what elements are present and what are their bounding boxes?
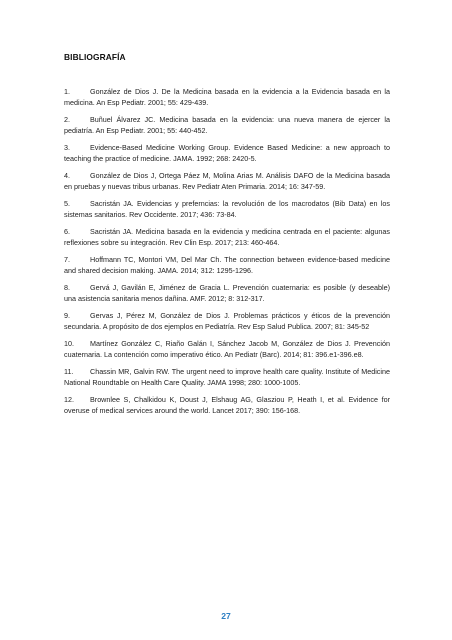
reference-item bbox=[64, 114, 390, 136]
reference-number: 12. bbox=[64, 395, 74, 404]
reference-item bbox=[64, 310, 390, 332]
reference-item bbox=[64, 338, 390, 360]
reference-text: Evidence-Based Medicine Working Group. Evidence Based Medicine: a new approach to teaching the practice of medicine. JAMA. 1992; 268: 2420-5. bbox=[64, 143, 390, 163]
reference-item bbox=[64, 86, 390, 108]
reference-item bbox=[64, 226, 390, 248]
bibliography-heading: BIBLIOGRAFÍA bbox=[64, 52, 126, 62]
reference-item bbox=[64, 198, 390, 220]
reference-text: González de Dios J, Ortega Páez M, Molina Arias M. Análisis DAFO de la Medicina basada en pruebas y nuevas tribus urbanas. Rev Pediatr Aten Primaria. 2014; 16: 347-59. bbox=[64, 171, 390, 191]
reference-number: 7. bbox=[64, 255, 70, 264]
reference-number: 10. bbox=[64, 339, 74, 348]
reference-text: Hoffmann TC, Montori VM, Del Mar Ch. The connection between evidence-based medicine and shared decision making. JAMA. 2014; 312: 1295-1296. bbox=[64, 255, 390, 275]
reference-text: Brownlee S, Chalkidou K, Doust J, Elshaug AG, Glasziou P, Heath I, et al. Evidence for overuse of medical services around the world. Lancet 2017; 390: 156-168. bbox=[64, 395, 390, 415]
reference-item bbox=[64, 282, 390, 304]
page-number: 27 bbox=[221, 611, 231, 621]
reference-number: 1. bbox=[64, 87, 70, 96]
reference-number: 8. bbox=[64, 283, 70, 292]
reference-text: Martínez González C, Riaño Galán I, Sánchez Jacob M, González de Dios J. Prevención cuaternaria. La contención como imperativo ético. An Pediatr (Barc). 2014; 81: 396.e1-396.e8. bbox=[64, 339, 390, 359]
reference-text: Gervas J, Pérez M, González de Dios J. Problemas prácticos y éticos de la prevención secundaria. A propósito de dos ejemplos en Pediatría. Rev Esp Salud Publica. 2007; 81: 345-52 bbox=[64, 311, 390, 331]
reference-text: González de Dios J. De la Medicina basada en la evidencia a la Evidencia basada en la medicina. An Esp Pediatr. 2001; 55: 429-439. bbox=[64, 87, 390, 107]
reference-number: 2. bbox=[64, 115, 70, 124]
reference-item bbox=[64, 170, 390, 192]
reference-number: 11. bbox=[64, 367, 74, 376]
reference-text: Chassin MR, Galvin RW. The urgent need to improve health care quality. Institute of Medicine National Roundtable on Health Care Quality. JAMA 1998; 280: 1000-1005. bbox=[64, 367, 390, 387]
reference-number: 3. bbox=[64, 143, 70, 152]
reference-number: 4. bbox=[64, 171, 70, 180]
reference-number: 5. bbox=[64, 199, 70, 208]
reference-item bbox=[64, 142, 390, 164]
reference-item bbox=[64, 394, 390, 416]
reference-number: 9. bbox=[64, 311, 70, 320]
reference-text: Gervá J, Gavilán E, Jiménez de Gracia L. Prevención cuaternaria: es posible (y deseable) una asistencia sanitaria menos dañina. AMF. 2012; 8: 312-317. bbox=[64, 283, 390, 303]
reference-text: Buñuel Álvarez JC. Medicina basada en la evidencia: una nueva manera de ejercer la pediatría. An Esp Pediatr. 2001; 55: 440-452. bbox=[64, 115, 390, 135]
reference-text: Sacristán JA. Medicina basada en la evidencia y medicina centrada en el paciente: algunas reflexiones sobre su integración. Rev Clin Esp. 2017; 213: 460-464. bbox=[64, 227, 390, 247]
reference-list bbox=[64, 86, 390, 422]
reference-text: Sacristán JA. Evidencias y preferncias: la revolución de los macrodatos (Bib Data) en los sistemas sanitarios. Rev Occidente. 2017; 436: 73-84. bbox=[64, 199, 390, 219]
reference-item bbox=[64, 366, 390, 388]
reference-item bbox=[64, 254, 390, 276]
reference-number: 6. bbox=[64, 227, 70, 236]
